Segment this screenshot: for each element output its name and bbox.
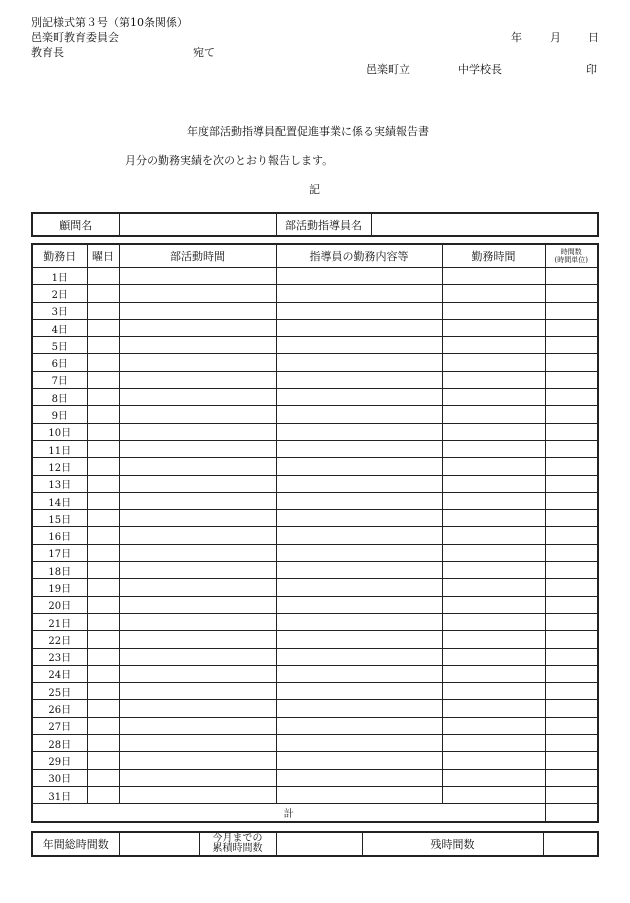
weekday-cell[interactable] <box>87 510 119 527</box>
weekday-cell[interactable] <box>87 458 119 475</box>
duty-content-cell[interactable] <box>276 648 442 665</box>
summary-table <box>31 831 599 857</box>
work-time-cell[interactable] <box>442 631 545 648</box>
day-row <box>32 769 598 786</box>
hours-count-cell[interactable] <box>545 631 598 648</box>
day-cell: 25日 <box>32 683 87 700</box>
work-time-cell[interactable] <box>442 492 545 509</box>
duty-content-cell[interactable] <box>276 769 442 786</box>
total-row <box>32 804 598 823</box>
day-cell: 27日 <box>32 717 87 734</box>
hours-count-cell[interactable] <box>545 648 598 665</box>
date-day: 日 <box>588 31 599 44</box>
weekday-cell[interactable] <box>87 579 119 596</box>
day-row <box>32 717 598 734</box>
hours-count-cell[interactable] <box>545 423 598 440</box>
day-cell: 23日 <box>32 648 87 665</box>
hours-count-cell[interactable] <box>545 492 598 509</box>
club-hours-cell[interactable] <box>119 268 276 285</box>
form-number: 別記様式第３号（第10条関係） <box>31 16 188 29</box>
total-hours-cell[interactable] <box>545 804 598 823</box>
cumulative-label <box>199 832 276 856</box>
duty-content-cell[interactable] <box>276 337 442 354</box>
duty-content-cell[interactable] <box>276 510 442 527</box>
weekday-cell[interactable] <box>87 665 119 682</box>
duty-content-cell[interactable] <box>276 423 442 440</box>
work-time-cell[interactable] <box>442 268 545 285</box>
club-hours-cell[interactable] <box>119 544 276 561</box>
work-time-cell[interactable] <box>442 527 545 544</box>
day-row <box>32 700 598 717</box>
club-hours-cell[interactable] <box>119 631 276 648</box>
duty-content-cell[interactable] <box>276 458 442 475</box>
club-hours-cell[interactable] <box>119 717 276 734</box>
day-row <box>32 389 598 406</box>
duty-content-cell[interactable] <box>276 492 442 509</box>
work-time-cell[interactable] <box>442 648 545 665</box>
hours-count-cell[interactable] <box>545 683 598 700</box>
club-hours-cell[interactable] <box>119 700 276 717</box>
weekday-cell[interactable] <box>87 440 119 457</box>
sender-prefix: 邑楽町立 <box>366 63 410 76</box>
day-row <box>32 285 598 302</box>
weekday-cell[interactable] <box>87 475 119 492</box>
hours-count-cell[interactable] <box>545 302 598 319</box>
day-cell: 9日 <box>32 406 87 423</box>
weekday-cell[interactable] <box>87 631 119 648</box>
recipient-title: 教育長 <box>31 46 64 59</box>
weekday-cell[interactable] <box>87 319 119 336</box>
day-row <box>32 319 598 336</box>
weekday-cell[interactable] <box>87 389 119 406</box>
hours-count-cell[interactable] <box>545 475 598 492</box>
day-cell: 10日 <box>32 423 87 440</box>
duty-content-cell[interactable] <box>276 717 442 734</box>
club-hours-cell[interactable] <box>119 596 276 613</box>
addressed-to: 宛て <box>193 46 215 59</box>
work-time-cell[interactable] <box>442 302 545 319</box>
date-month: 月 <box>550 31 561 44</box>
hours-count-cell[interactable] <box>545 458 598 475</box>
duty-content-cell[interactable] <box>276 562 442 579</box>
day-cell: 11日 <box>32 440 87 457</box>
day-cell: 13日 <box>32 475 87 492</box>
day-row <box>32 475 598 492</box>
club-hours-cell[interactable] <box>119 371 276 388</box>
day-cell: 17日 <box>32 544 87 561</box>
duty-content-cell[interactable] <box>276 319 442 336</box>
club-hours-cell[interactable] <box>119 475 276 492</box>
day-cell: 2日 <box>32 285 87 302</box>
work-time-cell[interactable] <box>442 423 545 440</box>
duty-content-cell[interactable] <box>276 285 442 302</box>
duty-content-cell[interactable] <box>276 544 442 561</box>
day-cell: 21日 <box>32 613 87 630</box>
weekday-cell[interactable] <box>87 562 119 579</box>
club-hours-cell[interactable] <box>119 319 276 336</box>
day-row <box>32 596 598 613</box>
weekday-cell[interactable] <box>87 406 119 423</box>
day-row <box>32 648 598 665</box>
remaining-field[interactable] <box>543 832 598 856</box>
work-time-cell[interactable] <box>442 613 545 630</box>
club-hours-cell[interactable] <box>119 665 276 682</box>
weekday-cell[interactable] <box>87 717 119 734</box>
day-cell: 12日 <box>32 458 87 475</box>
club-hours-cell[interactable] <box>119 423 276 440</box>
club-hours-cell[interactable] <box>119 389 276 406</box>
day-row <box>32 423 598 440</box>
header-duty-content: 指導員の勤務内容等 <box>276 244 442 268</box>
hours-count-cell[interactable] <box>545 700 598 717</box>
hours-count-cell[interactable] <box>545 735 598 752</box>
instructor-label: 部活動指導員名 <box>276 213 371 236</box>
day-row <box>32 735 598 752</box>
advisor-field[interactable] <box>119 213 276 236</box>
club-hours-cell[interactable] <box>119 769 276 786</box>
day-row <box>32 302 598 319</box>
club-hours-cell[interactable] <box>119 786 276 803</box>
header-work-time: 勤務時間 <box>442 244 545 268</box>
duty-content-cell[interactable] <box>276 406 442 423</box>
day-row <box>32 683 598 700</box>
work-time-cell[interactable] <box>442 371 545 388</box>
club-hours-cell[interactable] <box>119 562 276 579</box>
duty-content-cell[interactable] <box>276 735 442 752</box>
hours-count-cell[interactable] <box>545 596 598 613</box>
club-hours-cell[interactable] <box>119 406 276 423</box>
work-time-cell[interactable] <box>442 458 545 475</box>
club-hours-cell[interactable] <box>119 302 276 319</box>
duty-content-cell[interactable] <box>276 683 442 700</box>
hours-count-cell[interactable] <box>545 406 598 423</box>
work-time-cell[interactable] <box>442 337 545 354</box>
hours-count-cell[interactable] <box>545 354 598 371</box>
day-row <box>32 665 598 682</box>
club-hours-cell[interactable] <box>119 648 276 665</box>
day-row <box>32 562 598 579</box>
day-cell: 18日 <box>32 562 87 579</box>
day-row <box>32 337 598 354</box>
day-row <box>32 786 598 803</box>
club-hours-cell[interactable] <box>119 752 276 769</box>
weekday-cell[interactable] <box>87 786 119 803</box>
day-row <box>32 631 598 648</box>
day-row <box>32 579 598 596</box>
club-hours-cell[interactable] <box>119 735 276 752</box>
work-time-cell[interactable] <box>442 354 545 371</box>
day-row <box>32 458 598 475</box>
cumulative-field[interactable] <box>276 832 362 856</box>
day-cell: 29日 <box>32 752 87 769</box>
hours-count-cell[interactable] <box>545 337 598 354</box>
work-time-cell[interactable] <box>442 389 545 406</box>
header-hours-count <box>545 244 598 268</box>
club-hours-cell[interactable] <box>119 458 276 475</box>
instructor-field[interactable] <box>371 213 598 236</box>
day-row <box>32 752 598 769</box>
duty-content-cell[interactable] <box>276 440 442 457</box>
work-time-cell[interactable] <box>442 717 545 734</box>
duty-content-cell[interactable] <box>276 371 442 388</box>
work-time-cell[interactable] <box>442 735 545 752</box>
day-row <box>32 527 598 544</box>
weekday-cell[interactable] <box>87 769 119 786</box>
seal-mark: 印 <box>586 63 597 76</box>
annual-total-label: 年間総時間数 <box>32 832 119 856</box>
weekday-cell[interactable] <box>87 354 119 371</box>
hours-count-cell[interactable] <box>545 562 598 579</box>
day-cell: 1日 <box>32 268 87 285</box>
duty-content-cell[interactable] <box>276 527 442 544</box>
header-work-day: 勤務日 <box>32 244 87 268</box>
hours-header-line2: (時間単位) <box>554 256 588 264</box>
hours-count-cell[interactable] <box>545 510 598 527</box>
day-row <box>32 510 598 527</box>
total-label: 計 <box>32 804 545 823</box>
duty-content-cell[interactable] <box>276 302 442 319</box>
document-title: 年度部活動指導員配置促進事業に係る実績報告書 <box>187 125 429 138</box>
work-time-cell[interactable] <box>442 406 545 423</box>
club-hours-cell[interactable] <box>119 579 276 596</box>
weekday-cell[interactable] <box>87 285 119 302</box>
work-time-cell[interactable] <box>442 683 545 700</box>
day-cell: 19日 <box>32 579 87 596</box>
duty-content-cell[interactable] <box>276 665 442 682</box>
club-hours-cell[interactable] <box>119 613 276 630</box>
weekday-cell[interactable] <box>87 700 119 717</box>
weekday-cell[interactable] <box>87 596 119 613</box>
work-time-cell[interactable] <box>442 510 545 527</box>
day-row <box>32 406 598 423</box>
day-cell: 5日 <box>32 337 87 354</box>
weekday-cell[interactable] <box>87 683 119 700</box>
document-intro: 月分の勤務実績を次のとおり報告します。 <box>125 154 334 167</box>
work-time-cell[interactable] <box>442 285 545 302</box>
club-hours-cell[interactable] <box>119 527 276 544</box>
hours-count-cell[interactable] <box>545 752 598 769</box>
hours-count-cell[interactable] <box>545 527 598 544</box>
duty-content-cell[interactable] <box>276 475 442 492</box>
work-time-cell[interactable] <box>442 562 545 579</box>
weekday-cell[interactable] <box>87 268 119 285</box>
hours-count-cell[interactable] <box>545 440 598 457</box>
day-cell: 8日 <box>32 389 87 406</box>
weekday-cell[interactable] <box>87 527 119 544</box>
hours-count-cell[interactable] <box>545 665 598 682</box>
weekday-cell[interactable] <box>87 337 119 354</box>
header-weekday: 曜日 <box>87 244 119 268</box>
day-cell: 26日 <box>32 700 87 717</box>
duty-content-cell[interactable] <box>276 786 442 803</box>
day-cell: 15日 <box>32 510 87 527</box>
cumulative-line1: 今月までの <box>212 833 263 844</box>
work-time-cell[interactable] <box>442 700 545 717</box>
hours-count-cell[interactable] <box>545 371 598 388</box>
weekday-cell[interactable] <box>87 648 119 665</box>
day-cell: 4日 <box>32 319 87 336</box>
weekday-cell[interactable] <box>87 735 119 752</box>
duty-content-cell[interactable] <box>276 268 442 285</box>
hours-count-cell[interactable] <box>545 579 598 596</box>
work-time-cell[interactable] <box>442 752 545 769</box>
hours-count-cell[interactable] <box>545 268 598 285</box>
header-club-hours: 部活動時間 <box>119 244 276 268</box>
club-hours-cell[interactable] <box>119 285 276 302</box>
club-hours-cell[interactable] <box>119 354 276 371</box>
day-cell: 22日 <box>32 631 87 648</box>
club-hours-cell[interactable] <box>119 337 276 354</box>
ki-label: 記 <box>309 183 320 196</box>
weekday-cell[interactable] <box>87 752 119 769</box>
info-table <box>31 212 599 237</box>
work-time-cell[interactable] <box>442 665 545 682</box>
hours-count-cell[interactable] <box>545 769 598 786</box>
work-time-cell[interactable] <box>442 596 545 613</box>
hours-count-cell[interactable] <box>545 717 598 734</box>
hours-header-line1: 時間数 <box>560 248 582 256</box>
day-cell: 7日 <box>32 371 87 388</box>
day-cell: 30日 <box>32 769 87 786</box>
work-time-cell[interactable] <box>442 544 545 561</box>
club-hours-cell[interactable] <box>119 683 276 700</box>
duty-content-cell[interactable] <box>276 596 442 613</box>
advisor-label: 顧問名 <box>32 213 119 236</box>
hours-count-cell[interactable] <box>545 544 598 561</box>
day-cell: 31日 <box>32 786 87 803</box>
club-hours-cell[interactable] <box>119 492 276 509</box>
hours-count-cell[interactable] <box>545 389 598 406</box>
attendance-table <box>31 243 599 823</box>
work-time-cell[interactable] <box>442 786 545 803</box>
day-cell: 16日 <box>32 527 87 544</box>
day-row <box>32 544 598 561</box>
duty-content-cell[interactable] <box>276 700 442 717</box>
day-row <box>32 492 598 509</box>
hours-count-cell[interactable] <box>545 786 598 803</box>
duty-content-cell[interactable] <box>276 354 442 371</box>
date-year: 年 <box>511 31 522 44</box>
weekday-cell[interactable] <box>87 492 119 509</box>
work-time-cell[interactable] <box>442 769 545 786</box>
remaining-label: 残時間数 <box>362 832 543 856</box>
day-row <box>32 613 598 630</box>
duty-content-cell[interactable] <box>276 579 442 596</box>
weekday-cell[interactable] <box>87 423 119 440</box>
hours-count-cell[interactable] <box>545 613 598 630</box>
duty-content-cell[interactable] <box>276 389 442 406</box>
sender-school: 中学校長 <box>458 63 502 76</box>
day-cell: 6日 <box>32 354 87 371</box>
cumulative-line2: 累積時間数 <box>212 843 263 854</box>
duty-content-cell[interactable] <box>276 613 442 630</box>
day-row <box>32 440 598 457</box>
hours-count-cell[interactable] <box>545 319 598 336</box>
work-time-cell[interactable] <box>442 319 545 336</box>
day-row <box>32 371 598 388</box>
duty-content-cell[interactable] <box>276 631 442 648</box>
weekday-cell[interactable] <box>87 302 119 319</box>
work-time-cell[interactable] <box>442 579 545 596</box>
day-cell: 14日 <box>32 492 87 509</box>
day-cell: 20日 <box>32 596 87 613</box>
day-row <box>32 354 598 371</box>
day-cell: 28日 <box>32 735 87 752</box>
day-cell: 3日 <box>32 302 87 319</box>
recipient-org: 邑楽町教育委員会 <box>31 31 119 44</box>
weekday-cell[interactable] <box>87 371 119 388</box>
annual-total-field[interactable] <box>119 832 199 856</box>
hours-count-cell[interactable] <box>545 285 598 302</box>
work-time-cell[interactable] <box>442 440 545 457</box>
day-cell: 24日 <box>32 665 87 682</box>
day-row <box>32 268 598 285</box>
weekday-cell[interactable] <box>87 613 119 630</box>
work-time-cell[interactable] <box>442 475 545 492</box>
club-hours-cell[interactable] <box>119 440 276 457</box>
weekday-cell[interactable] <box>87 544 119 561</box>
club-hours-cell[interactable] <box>119 510 276 527</box>
duty-content-cell[interactable] <box>276 752 442 769</box>
